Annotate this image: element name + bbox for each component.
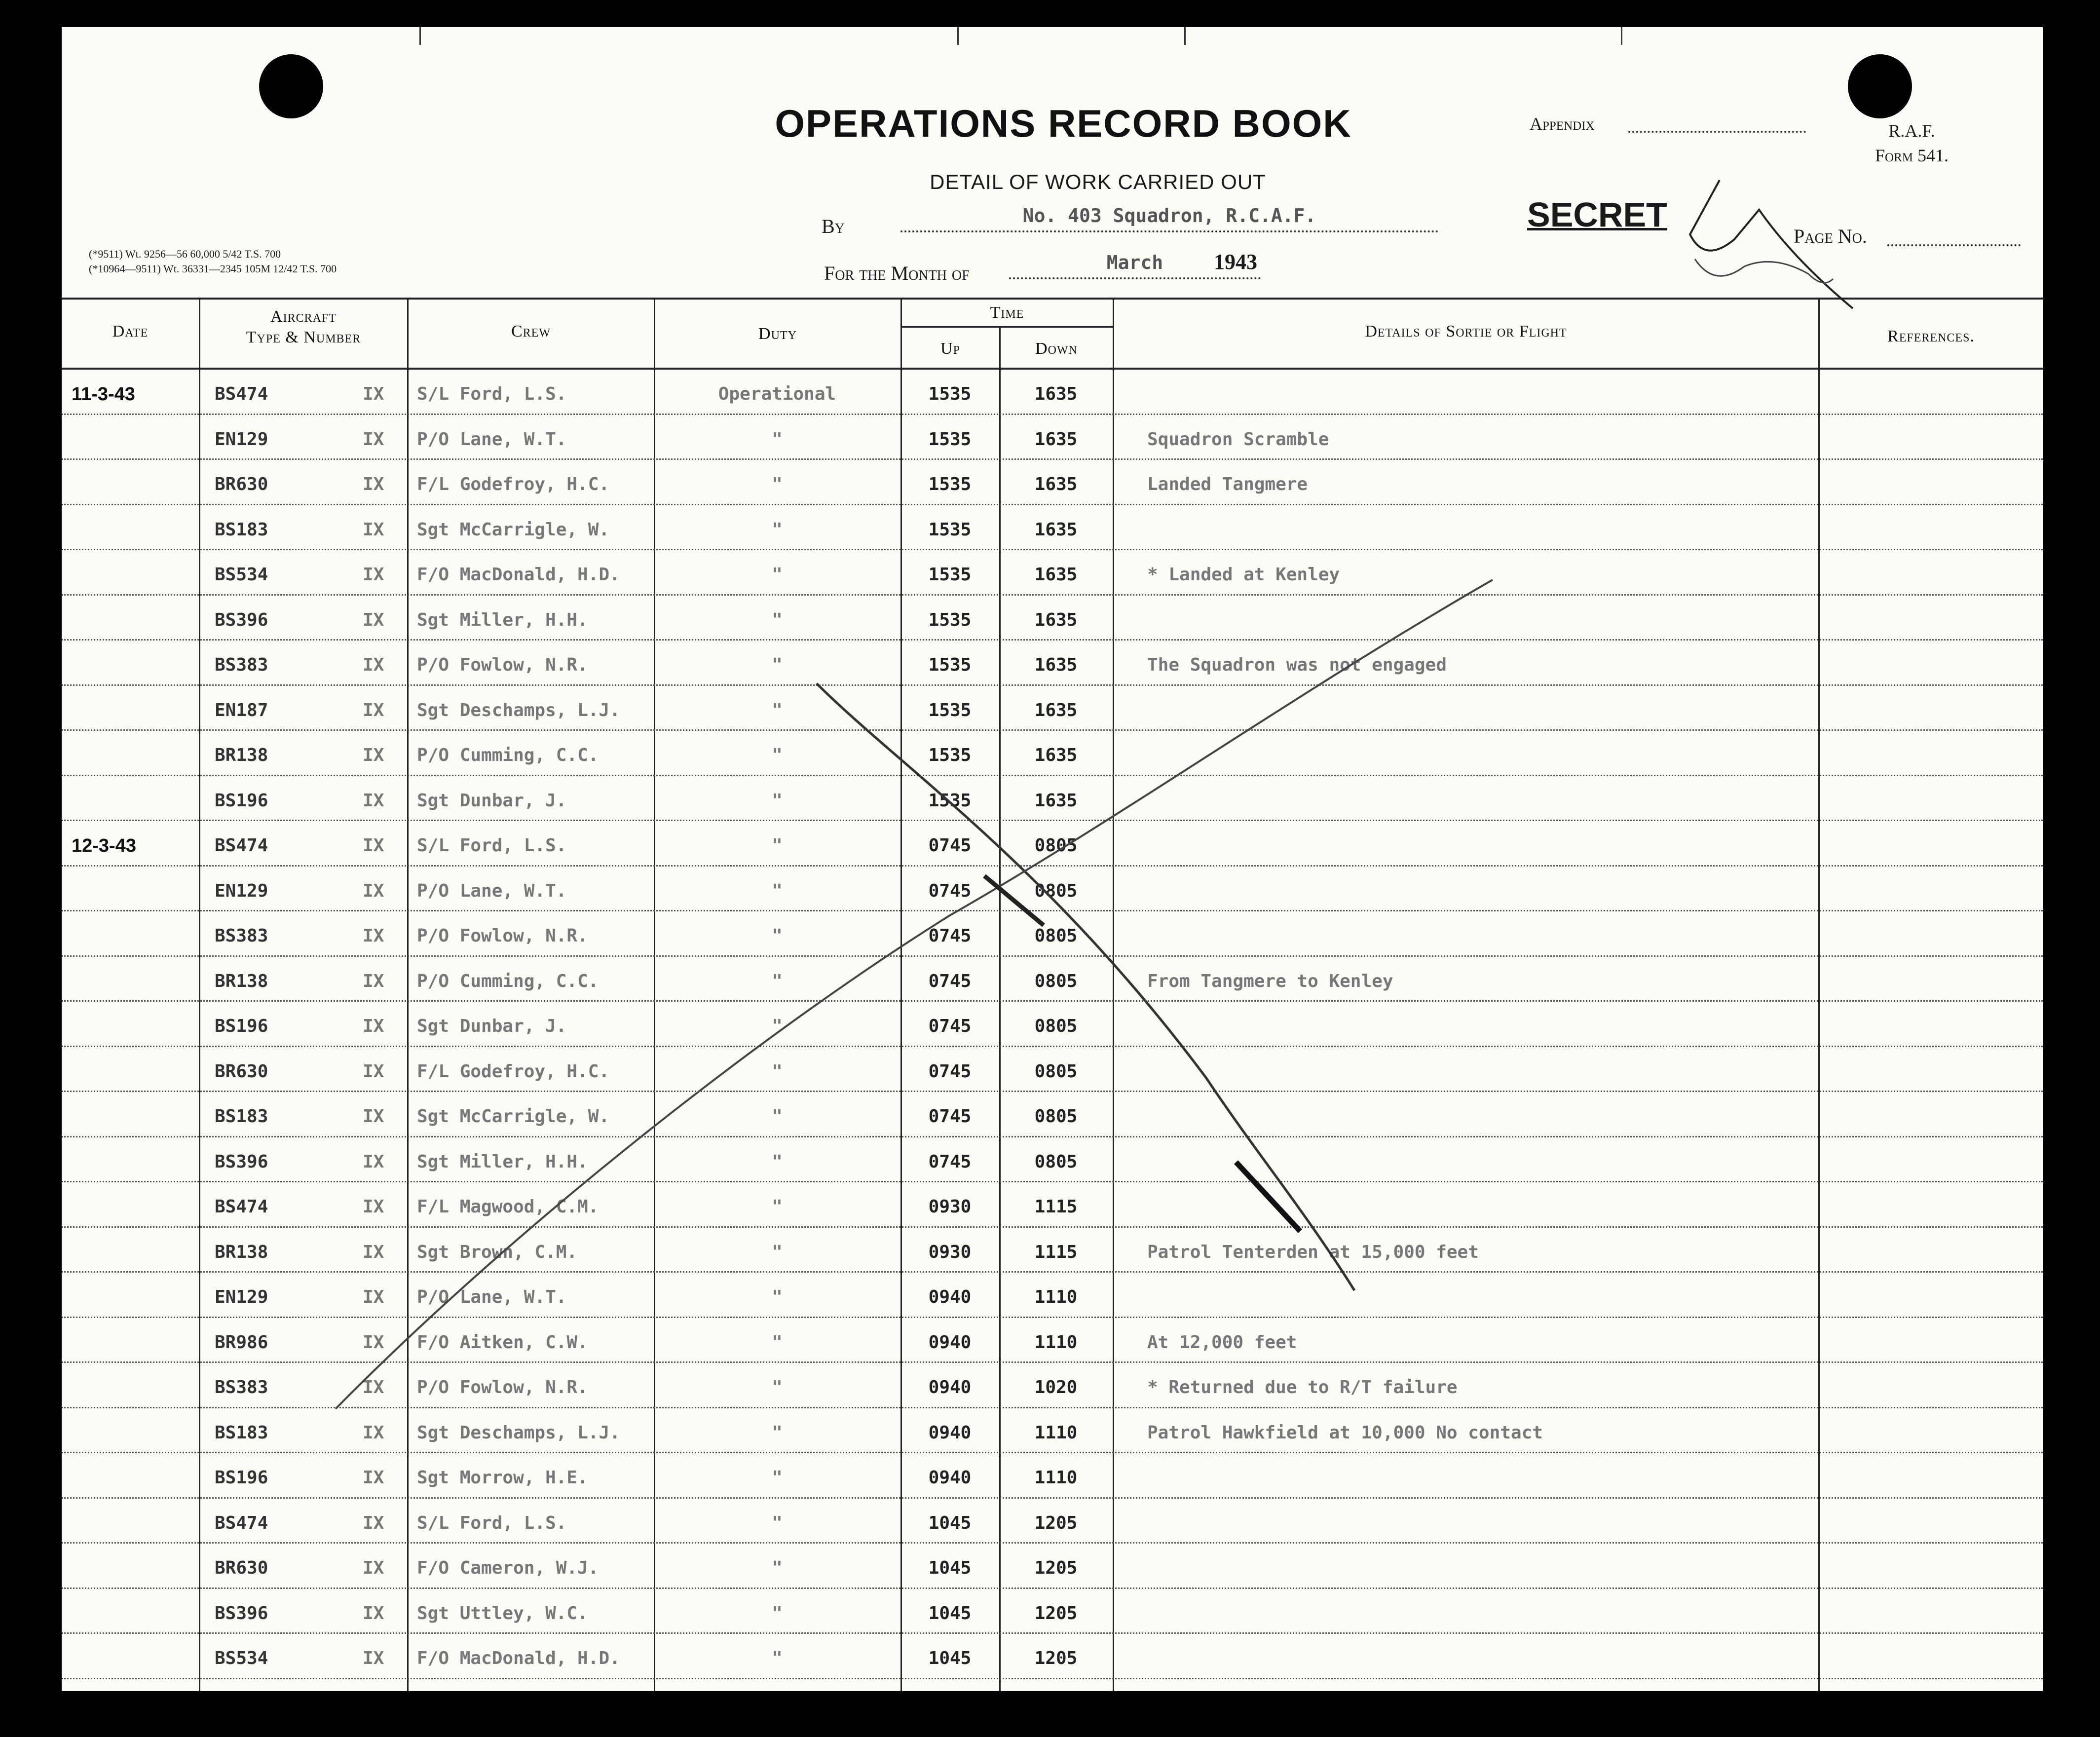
crew-cell: Sgt Morrow, H.E. [417,1468,588,1488]
aircraft-number-cell: BR138 [215,971,268,991]
perforation-tick [1621,27,1622,45]
crew-cell: S/L Ford, L.S. [417,384,567,404]
time-up-cell: 0745 [928,971,972,991]
crew-cell: P/O Cumming, C.C. [417,745,599,765]
col-header-aircraft: Aircraft [270,307,337,326]
aircraft-number-cell: BR986 [215,1332,268,1353]
duty-cell: " [772,971,783,991]
aircraft-number-cell: EN129 [215,1287,268,1307]
aircraft-number-cell: BS183 [215,1422,268,1443]
appendix-field [1628,131,1806,133]
aircraft-number-cell: BS474 [215,835,268,856]
time-up-cell: 1535 [928,609,972,630]
time-down-cell: 0805 [1034,835,1078,856]
aircraft-type-cell: IX [363,429,384,450]
time-up-cell: 1535 [928,655,972,675]
col-header-date: Date [112,322,149,340]
aircraft-number-cell: BS383 [215,926,268,946]
col-header-aircraft-sub: Type & Number [246,328,361,346]
duty-cell: " [772,519,783,540]
aircraft-number-cell: BS396 [215,1151,268,1172]
aircraft-number-cell: BR138 [215,745,268,765]
time-up-cell: 1535 [928,745,972,765]
duty-cell: " [772,1558,783,1578]
row-rule [62,1046,2043,1048]
date-cell: 12-3-43 [72,835,136,856]
aircraft-number-cell: BS396 [215,609,268,630]
row-rule [62,1226,2043,1229]
row-rule [62,1136,2043,1138]
time-up-cell: 0940 [928,1422,972,1443]
duty-cell: " [772,1332,783,1353]
time-down-cell: 1205 [1034,1558,1078,1578]
aircraft-type-cell: IX [363,880,384,901]
column-divider [900,298,902,1691]
aircraft-type-cell: IX [363,565,384,585]
crew-cell: Sgt McCarrigle, W. [417,1106,610,1127]
time-up-cell: 0745 [928,1106,972,1127]
duty-cell: " [772,1151,783,1172]
appendix-label: Appendix [1530,114,1595,134]
aircraft-number-cell: BS534 [215,1648,268,1668]
duty-cell: " [772,835,783,856]
time-up-cell: 1535 [928,519,972,540]
time-up-cell: 1045 [928,1603,972,1624]
page-number-field [1887,244,2021,246]
aircraft-type-cell: IX [363,384,384,404]
row-rule [62,910,2043,912]
duty-cell: " [772,1422,783,1443]
row-rule [62,414,2043,416]
aircraft-type-cell: IX [363,1016,384,1036]
aircraft-number-cell: BS383 [215,655,268,675]
crew-cell: F/L Magwood, C.M. [417,1197,599,1217]
time-down-cell: 1635 [1034,790,1078,811]
col-header-up: Up [940,340,960,358]
time-down-cell: 1635 [1034,700,1078,720]
crew-cell: P/O Lane, W.T. [417,880,567,901]
duty-cell: " [772,926,783,946]
row-rule [62,594,2043,597]
duty-cell: " [772,1197,783,1217]
duty-cell: " [772,700,783,720]
time-up-cell: 1535 [928,790,972,811]
aircraft-type-cell: IX [363,1332,384,1353]
time-down-cell: 0805 [1034,1151,1078,1172]
time-down-cell: 1635 [1034,429,1078,450]
printer-imprint [89,247,337,276]
row-rule [62,1271,2043,1274]
duty-cell: " [772,429,783,450]
aircraft-type-cell: IX [363,1648,384,1668]
aircraft-type-cell: IX [363,1197,384,1217]
col-header-duty: Duty [758,325,797,343]
time-up-cell: 0745 [928,1016,972,1036]
time-up-cell: 0745 [928,835,972,856]
time-down-cell: 1020 [1034,1377,1078,1397]
time-up-cell: 0940 [928,1287,972,1307]
crew-cell: Sgt Deschamps, L.J. [417,1422,620,1443]
details-cell: At 12,000 feet [1147,1332,1297,1353]
aircraft-type-cell: IX [363,1287,384,1307]
column-divider [407,298,409,1691]
crew-cell: F/L Godefroy, H.C. [417,474,610,494]
details-cell: Landed Tangmere [1147,474,1308,494]
crew-cell: Sgt McCarrigle, W. [417,519,610,540]
time-down-cell: 0805 [1034,1106,1078,1127]
time-down-cell: 1635 [1034,609,1078,630]
record-sheet [62,27,2043,1691]
crew-cell: Sgt Deschamps, L.J. [417,700,620,720]
time-down-cell: 1110 [1034,1468,1078,1488]
crew-cell: P/O Lane, W.T. [417,429,567,450]
row-rule [62,1091,2043,1093]
duty-cell: " [772,1242,783,1262]
aircraft-type-cell: IX [363,474,384,494]
column-divider [1113,298,1114,1691]
unit-field: No. 403 Squadron, R.C.A.F. [900,205,1438,232]
details-cell: Patrol Hawkfield at 10,000 No contact [1147,1422,1543,1443]
duty-cell: " [772,790,783,811]
crew-cell: Sgt Dunbar, J. [417,790,567,811]
aircraft-number-cell: EN187 [215,700,268,720]
time-up-cell: 0930 [928,1242,972,1262]
time-up-cell: 0940 [928,1377,972,1397]
row-rule [62,1000,2043,1003]
aircraft-number-cell: BS474 [215,1512,268,1533]
aircraft-type-cell: IX [363,1422,384,1443]
aircraft-number-cell: BS474 [215,1197,268,1217]
time-up-cell: 0940 [928,1468,972,1488]
date-cell: 11-3-43 [72,384,135,405]
aircraft-type-cell: IX [363,745,384,765]
aircraft-number-cell: BS474 [215,384,268,404]
time-down-cell: 1635 [1034,655,1078,675]
crew-cell: F/O Aitken, C.W. [417,1332,588,1353]
crew-cell: Sgt Miller, H.H. [417,1151,588,1172]
duty-cell: " [772,1287,783,1307]
time-down-cell: 1115 [1034,1242,1078,1262]
row-rule [62,865,2043,868]
col-header-references: References. [1887,327,1975,345]
aircraft-number-cell: BR630 [215,1558,268,1578]
crew-cell: F/O Cameron, W.J. [417,1558,599,1578]
aircraft-number-cell: BS383 [215,1377,268,1397]
time-up-cell: 0745 [928,880,972,901]
page-title: OPERATIONS RECORD BOOK [775,102,1352,145]
aircraft-number-cell: BS196 [215,1016,268,1036]
aircraft-number-cell: BS183 [215,1106,268,1127]
form-line-2: Form 541. [1875,146,1949,165]
row-rule [62,729,2043,732]
row-rule [62,1181,2043,1183]
row-rule [62,1317,2043,1319]
time-up-cell: 1045 [928,1558,972,1578]
details-cell: From Tangmere to Kenley [1147,971,1393,991]
col-header-details: Details of Sortie or Flight [1365,322,1567,340]
table-top-rule [62,298,2043,300]
row-rule [62,1452,2043,1454]
duty-cell: " [772,655,783,675]
aircraft-number-cell: BS196 [215,790,268,811]
by-label: By [822,215,845,237]
row-rule [62,639,2043,642]
crew-cell: P/O Lane, W.T. [417,1287,567,1307]
row-rule [62,1678,2043,1680]
crew-cell: Sgt Dunbar, J. [417,1016,567,1036]
row-rule [62,955,2043,958]
time-up-cell: 1535 [928,700,972,720]
crew-cell: S/L Ford, L.S. [417,835,567,856]
details-cell: Patrol Tenterden at 15,000 feet [1147,1242,1479,1262]
row-rule [62,549,2043,551]
row-rule [62,1542,2043,1545]
aircraft-type-cell: IX [363,655,384,675]
crew-cell: F/O MacDonald, H.D. [417,1648,620,1668]
aircraft-type-cell: IX [363,835,384,856]
details-cell: * Returned due to R/T failure [1147,1377,1458,1397]
col-header-time: Time [990,303,1024,322]
aircraft-number-cell: BS196 [215,1468,268,1488]
crew-cell: P/O Fowlow, N.R. [417,1377,588,1397]
punch-hole-left [259,54,323,118]
duty-cell: " [772,1061,783,1082]
row-rule [62,820,2043,822]
punch-hole-right [1848,54,1912,118]
duty-cell: " [772,1512,783,1533]
aircraft-type-cell: IX [363,700,384,720]
crew-cell: Sgt Brown, C.M. [417,1242,578,1262]
year-field [1214,249,1257,274]
duty-cell: " [772,1648,783,1668]
row-rule [62,504,2043,506]
aircraft-type-cell: IX [363,609,384,630]
aircraft-type-cell: IX [363,790,384,811]
duty-cell: " [772,1603,783,1624]
page-subtitle: DETAIL OF WORK CARRIED OUT [930,170,1266,193]
crew-cell: Sgt Uttley, W.C. [417,1603,588,1624]
duty-cell: Operational [718,384,836,404]
year-suffix: 43 [1236,250,1257,274]
duty-cell: " [772,1106,783,1127]
details-cell: Squadron Scramble [1147,429,1329,450]
time-header-rule [900,326,1113,328]
duty-cell: " [772,1468,783,1488]
duty-cell: " [772,474,783,494]
crew-cell: P/O Cumming, C.C. [417,971,599,991]
aircraft-type-cell: IX [363,1603,384,1624]
time-up-cell: 1045 [928,1512,972,1533]
aircraft-number-cell: BR138 [215,1242,268,1262]
column-divider [199,298,200,1691]
time-down-cell: 1115 [1034,1197,1078,1217]
aircraft-type-cell: IX [363,1061,384,1082]
row-rule [62,458,2043,461]
row-rule [62,1497,2043,1500]
time-down-cell: 1205 [1034,1512,1078,1533]
details-cell: * Landed at Kenley [1147,565,1340,585]
aircraft-number-cell: BS534 [215,565,268,585]
month-field: March [1009,252,1261,279]
time-up-cell: 0745 [928,926,972,946]
aircraft-type-cell: IX [363,1512,384,1533]
time-down-cell: 0805 [1034,1061,1078,1082]
month-label: For the Month of [824,262,970,284]
row-rule [62,684,2043,687]
duty-cell: " [772,1377,783,1397]
time-up-cell: 1045 [928,1648,972,1668]
time-down-cell: 1635 [1034,745,1078,765]
row-rule [62,1587,2043,1590]
aircraft-number-cell: BR630 [215,1061,268,1082]
time-down-cell: 1635 [1034,474,1078,494]
duty-cell: " [772,565,783,585]
time-down-cell: 1635 [1034,519,1078,540]
crew-cell: P/O Fowlow, N.R. [417,926,588,946]
aircraft-type-cell: IX [363,1468,384,1488]
col-header-down: Down [1035,340,1078,358]
year-prefix: 19 [1214,250,1236,274]
aircraft-number-cell: BS183 [215,519,268,540]
row-rule [62,1407,2043,1409]
header-bottom-rule [62,368,2043,370]
time-up-cell: 0745 [928,1151,972,1172]
time-up-cell: 1535 [928,384,972,404]
printer-line-1: (*9511) Wt. 9256—56 60,000 5/42 T.S. 700 [89,248,281,260]
aircraft-type-cell: IX [363,1377,384,1397]
duty-cell: " [772,609,783,630]
page-number-label: Page No. [1794,225,1867,247]
aircraft-type-cell: IX [363,1242,384,1262]
aircraft-number-cell: BR630 [215,474,268,494]
time-up-cell: 0930 [928,1197,972,1217]
aircraft-number-cell: EN129 [215,880,268,901]
aircraft-type-cell: IX [363,1151,384,1172]
aircraft-number-cell: BS396 [215,1603,268,1624]
aircraft-type-cell: IX [363,519,384,540]
time-down-cell: 1205 [1034,1603,1078,1624]
form-number [1875,118,1949,168]
time-down-cell: 1110 [1034,1287,1078,1307]
time-down-cell: 0805 [1034,880,1078,901]
operations-table [62,298,2043,1691]
column-divider [654,298,655,1691]
time-down-cell: 1110 [1034,1422,1078,1443]
row-rule [62,1632,2043,1635]
aircraft-type-cell: IX [363,1106,384,1127]
time-down-cell: 0805 [1034,926,1078,946]
perforation-tick [419,27,421,45]
duty-cell: " [772,1016,783,1036]
duty-cell: " [772,745,783,765]
aircraft-type-cell: IX [363,1558,384,1578]
crew-cell: P/O Fowlow, N.R. [417,655,588,675]
row-rule [62,1361,2043,1364]
time-up-cell: 0940 [928,1332,972,1353]
aircraft-type-cell: IX [363,926,384,946]
time-down-cell: 0805 [1034,1016,1078,1036]
printer-line-2: (*10964—9511) Wt. 36331—2345 105M 12/42 T.S. 700 [89,263,337,275]
time-up-cell: 1535 [928,429,972,450]
time-up-cell: 1535 [928,474,972,494]
perforation-tick [957,27,959,45]
details-cell: The Squadron was not engaged [1147,655,1447,675]
column-divider [1818,298,1820,1691]
time-down-cell: 0805 [1034,971,1078,991]
crew-cell: S/L Ford, L.S. [417,1512,567,1533]
time-down-cell: 1635 [1034,565,1078,585]
row-rule [62,775,2043,777]
time-down-cell: 1110 [1034,1332,1078,1353]
security-classification: SECRET [1527,195,1667,234]
aircraft-number-cell: EN129 [215,429,268,450]
duty-cell: " [772,880,783,901]
crew-cell: Sgt Miller, H.H. [417,609,588,630]
time-up-cell: 1535 [928,565,972,585]
crew-cell: F/L Godefroy, H.C. [417,1061,610,1082]
perforation-tick [1184,27,1186,45]
form-line-1: R.A.F. [1888,121,1935,141]
aircraft-type-cell: IX [363,971,384,991]
crew-cell: F/O MacDonald, H.D. [417,565,620,585]
column-divider [999,326,1001,1691]
time-up-cell: 0745 [928,1061,972,1082]
time-down-cell: 1205 [1034,1648,1078,1668]
col-header-crew: Crew [511,322,551,340]
time-down-cell: 1635 [1034,384,1078,404]
